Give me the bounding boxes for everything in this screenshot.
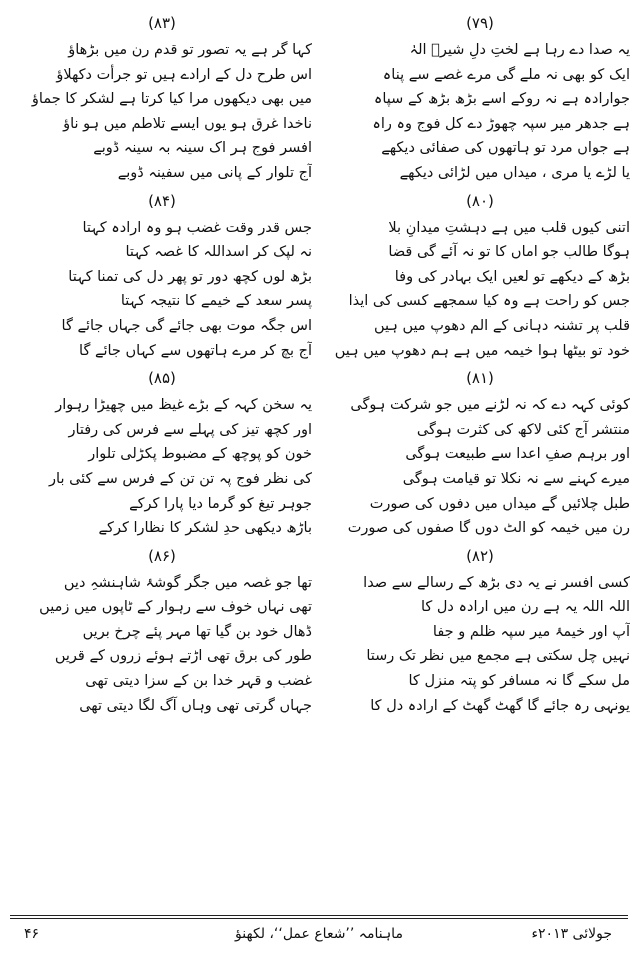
verse-line: آج بچ کر مرے ہاتھوں سے کہاں جائے گا (79, 342, 312, 359)
verse-line: تھا جو غصہ میں جگر گوشۂ شاہنشہِ دیں (63, 574, 312, 591)
verse-line: جس کو راحت ہے وہ کیا سمجھے کسی کی ایذا (348, 293, 630, 310)
stanza-number: (۸۳) (148, 14, 176, 32)
verse-line: میں بھی دیکھوں مرا کیا کرتا ہے لشکر کا جماؤ (31, 91, 312, 108)
stanza (330, 8, 630, 186)
verse-line: آپ اور خیمۂ میر سپہ ظلم و جفا (432, 623, 630, 640)
verse-line: یا لڑے یا مری ، میداں میں لڑائی دیکھے (399, 164, 630, 181)
verse-line: یونہی رہ جائے گا گھٹ گھٹ کے ارادہ دل کا (370, 697, 630, 714)
verse-line: کی نظر فوج پہ تن تن کے فرس سے کئی بار (49, 470, 312, 487)
stanza (12, 8, 312, 186)
stanza-number: (۸۵) (148, 369, 176, 388)
verse-line: طور کی برق تھی اڑتے ہوئے زروں کے قریں (54, 648, 312, 665)
stanza-number: (۸۲) (466, 546, 494, 565)
verse-line: ہے جدھر میر سپہ چھوڑ دے کل فوج وہ راہ (372, 115, 630, 132)
verse-line: نہیں چل سکتی ہے مجمع میں نظر تک رستا (366, 648, 630, 665)
verse-line: تھی نہاں خوف سے رہوار کے ٹاپوں میں زمیں (39, 599, 312, 616)
right-column (330, 8, 630, 718)
verse-line: اللہ اللہ یہ ہے رن میں ارادہ دل کا (420, 599, 630, 616)
verse-line: کوئی کہہ دے کہ نہ لڑنے میں جو شرکت ہوگی (350, 397, 630, 414)
stanza (330, 186, 630, 364)
stanza-number: (۷۹) (466, 14, 494, 32)
verse-line: باڑھ دیکھی حدِ لشکر کا نظارا کرکے (98, 520, 312, 537)
stanza-number: (۸۱) (466, 369, 494, 388)
stanza (330, 363, 630, 541)
verse-line: کسی افسر نے یہ دی بڑھ کے رسالے سے صدا (363, 574, 630, 591)
verse-line: خود تو بیٹھا ہوا خیمہ میں ہے ہم دھوپ میں ہیں (334, 342, 630, 359)
stanza (330, 541, 630, 719)
magazine-title: ماہنامہ ’’شعاع عمل‘‘، لکھنؤ (235, 926, 403, 942)
verse-line: یہ سخن کہہ کے بڑے غیظ میں چھیڑا رہوار (55, 397, 312, 414)
verse-line: اتنی کیوں قلب میں ہے دہشتِ میدانِ بلا (388, 219, 630, 236)
verse-line: رن میں خیمہ کو الٹ دوں گا صفوں کی صورت (347, 520, 630, 537)
verse-line: منتشر آج کئی لاکھ کی کثرت ہوگی (416, 421, 630, 438)
verse-line: اس جگہ موت بھی جائے گی جہاں جائے گا (61, 317, 312, 334)
verse-line: جوہر تیغ کو گرما دیا پارا کرکے (129, 495, 312, 512)
verse-line: کہا گر ہے یہ تصور تو قدم رن میں بڑھاؤ (68, 42, 312, 58)
verse-line: جس قدر وقت غضب ہو وہ ارادہ کہتا (82, 219, 312, 236)
verse-line: ہے جواں مرد تو ہاتھوں کی صفائی دیکھے (381, 140, 630, 157)
verse-line: قلب پر تشنہ دہانی کے الم دھوپ میں ہیں (373, 317, 630, 334)
verse-line: بڑھ کے دیکھے تو لعیں ایک بہادر کی وفا (394, 268, 630, 285)
verse-line: ڈھال خود بن گیا تھا مہر پئے چرخ بریں (82, 623, 312, 640)
verse-line: بڑھ لوں کچھ دور تو پھر دل کی تمنا کہتا (68, 268, 312, 285)
verse-line: طبل چلائیں گے میداں میں دفوں کی صورت (369, 495, 630, 512)
verse-line: آج تلوار کے پانی میں سفینہ ڈوبے (117, 164, 312, 181)
footer-rule (10, 915, 628, 916)
stanza (12, 186, 312, 364)
verse-line: مل سکے گا نہ مسافر کو پتہ منزل کا (408, 673, 630, 690)
stanza (12, 363, 312, 541)
stanza (12, 541, 312, 719)
verse-line: افسر فوج ہر اک سینہ بہ سینہ ڈوبے (93, 140, 312, 157)
verse-line: ناخدا غرق ہو یوں ایسے تلاطم میں ہو ناؤ (63, 115, 312, 132)
verse-line: اور کچھ تیز کی پہلے سے فرس کی رفتار (68, 421, 312, 438)
verse-line: یہ صدا دے رہا ہے لختِ دلِ شیرؑ الہٰ (409, 42, 630, 58)
footer-rule-thin (10, 918, 628, 919)
verse-line: جہاں گرتی تھی وہاں آگ لگا دیتی تھی (79, 697, 312, 714)
page-footer (0, 920, 638, 960)
page-number: ۴۶ (24, 926, 40, 942)
stanza-number: (۸۶) (148, 546, 176, 565)
verse-line: غضب و قہر خدا بن کے سزا دیتی تھی (85, 673, 312, 690)
stanza-number: (۸۰) (466, 191, 494, 210)
verse-line: پسر سعد کے خیمے کا نتیجہ کہتا (120, 293, 312, 310)
stanza-number: (۸۴) (148, 191, 176, 210)
verse-line: ہوگا طالب جو اماں کا تو نہ آئے گی قضا (388, 244, 630, 261)
verse-line: اس طرح دل کے ارادے ہیں تو جرأت دکھلاؤ (56, 66, 312, 83)
verse-line: خون کو پوچھ کے مضبوط پکڑلی تلوار (88, 446, 312, 463)
verse-line: ایک کو بھی نہ ملے گی مرے غصے سے پناہ (382, 66, 630, 83)
verse-line: نہ لپک کر اسداللہ کا غصہ کہتا (125, 244, 312, 261)
verse-line: میرے کہنے سے نہ نکلا تو قیامت ہوگی (402, 470, 630, 487)
verse-line: اور برہم صفِ اعدا سے طبیعت ہوگی (405, 446, 630, 463)
issue-date: جولائی ۲۰۱۳ء (531, 926, 612, 942)
left-column (12, 8, 312, 718)
verse-line: جوارادہ ہے نہ روکے اسے بڑھ بڑھ کے سپاہ (373, 91, 630, 108)
